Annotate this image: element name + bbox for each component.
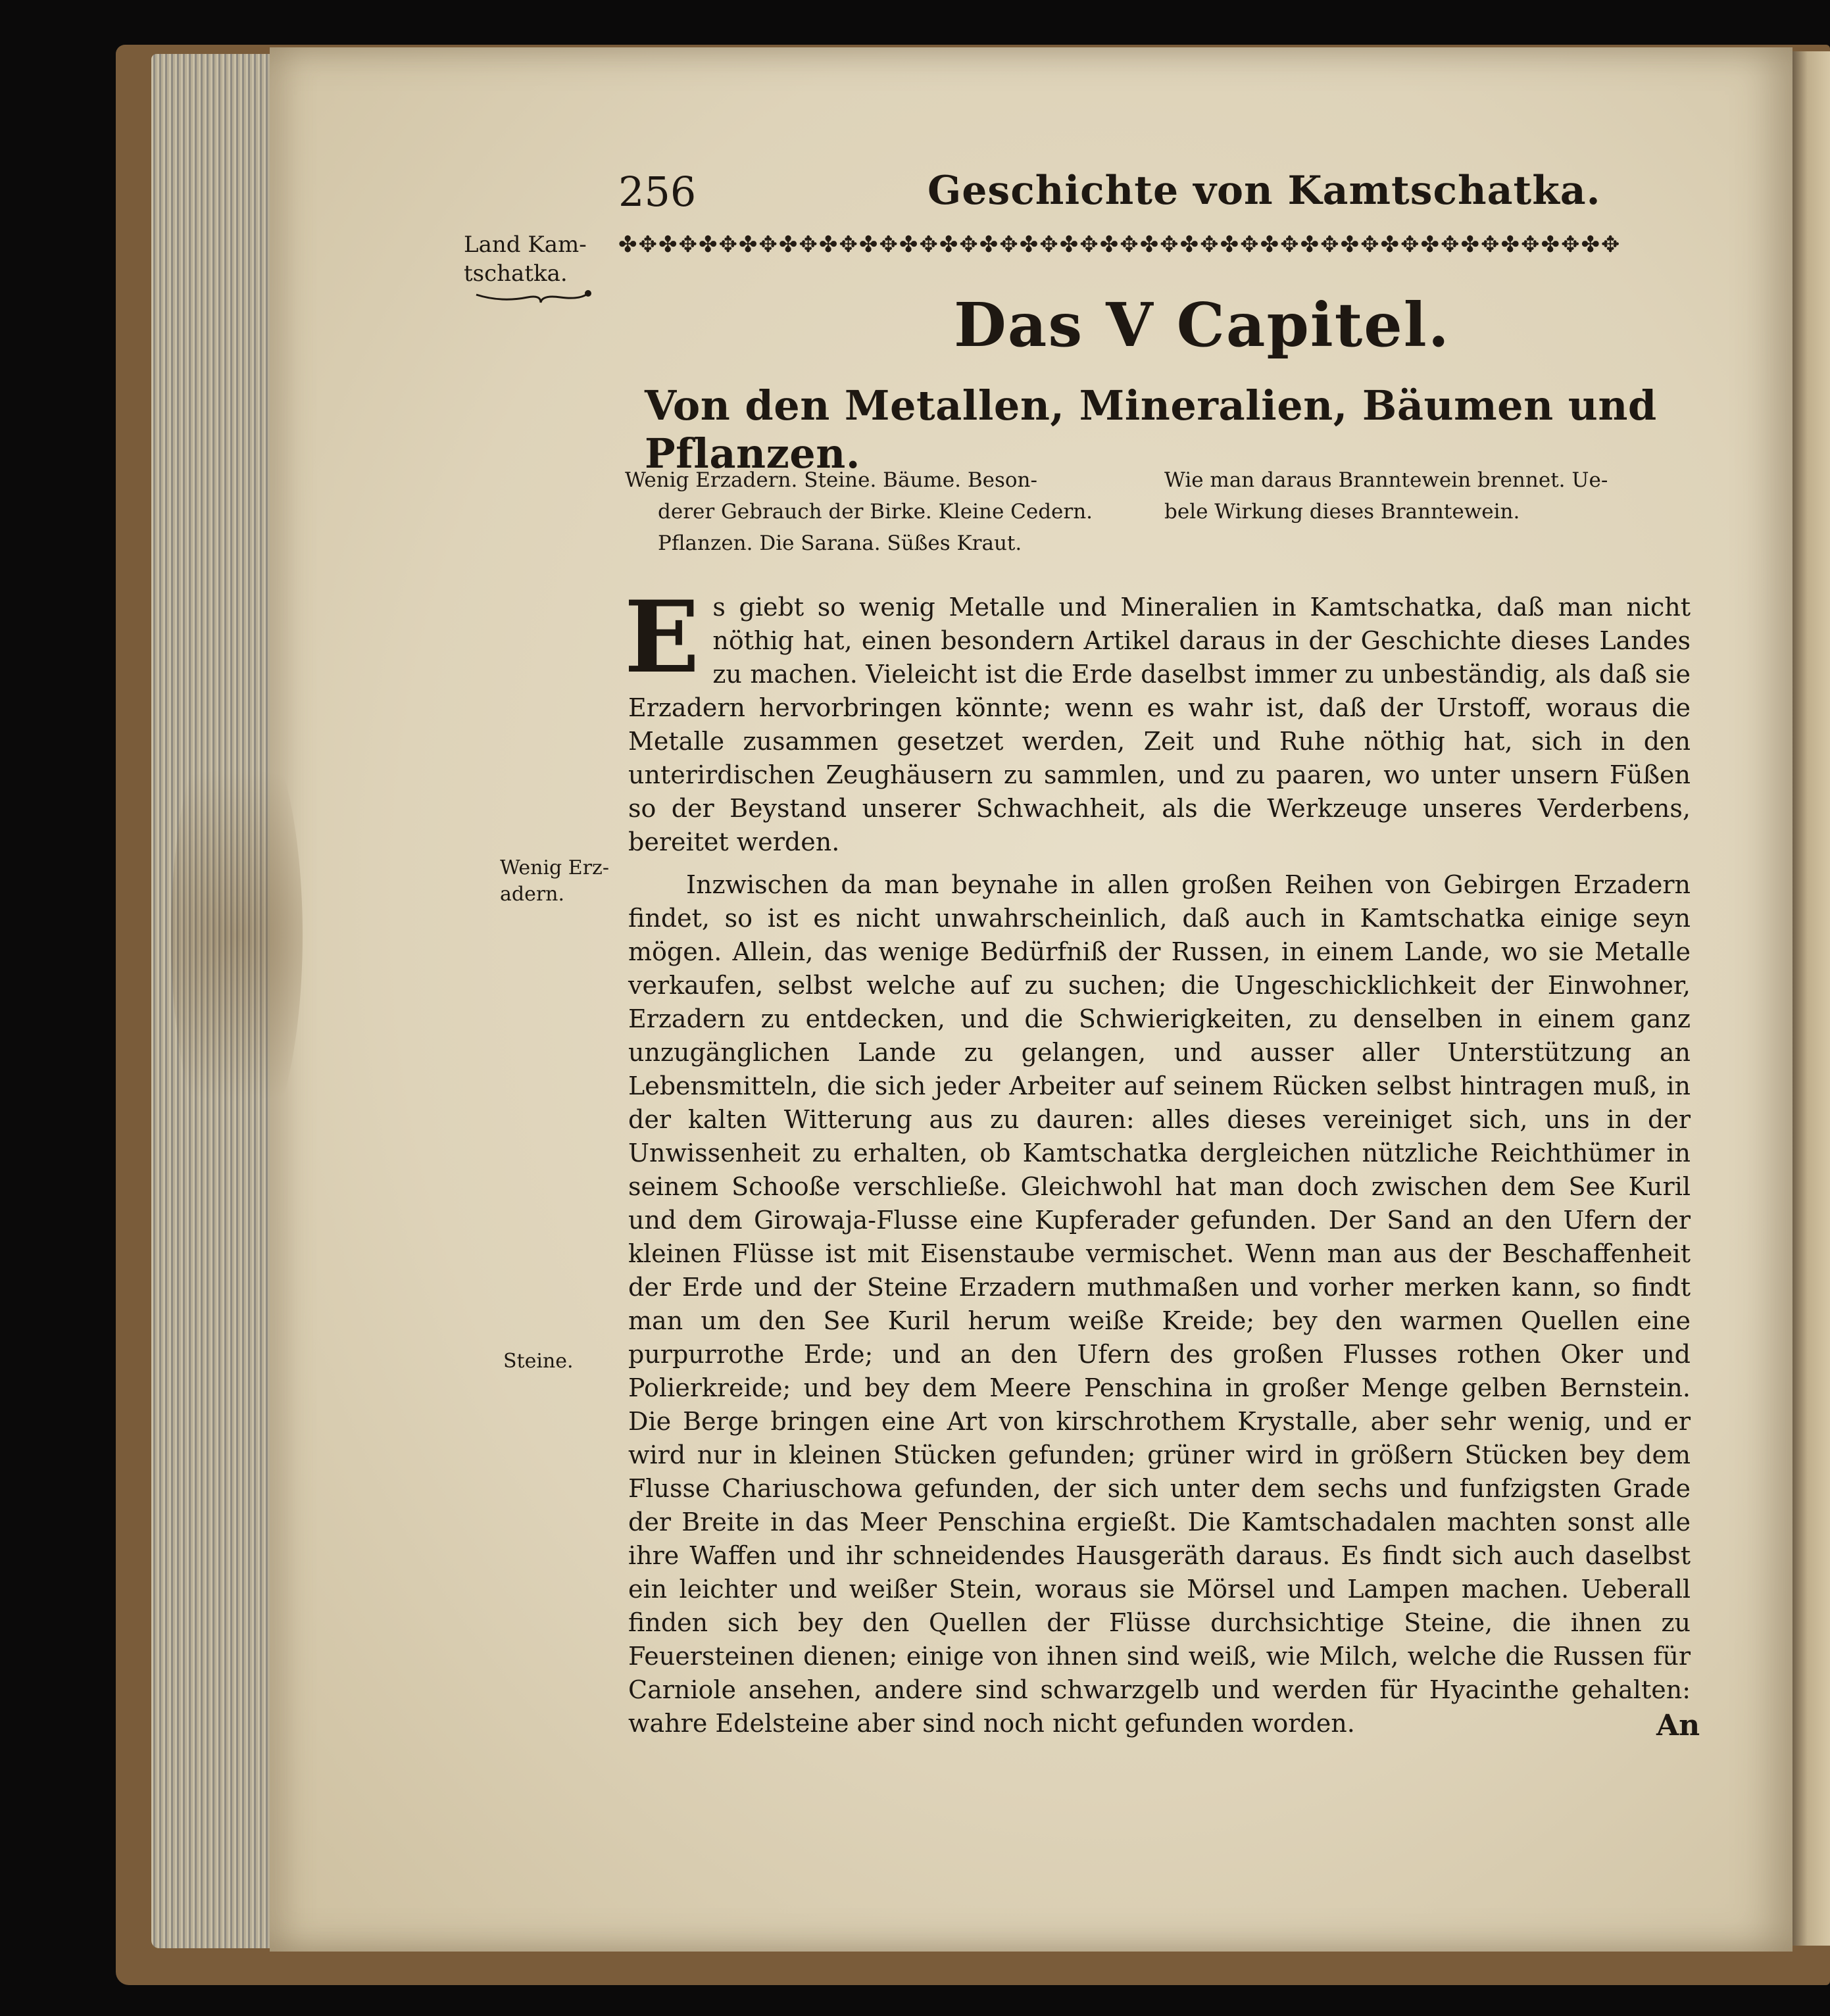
paragraph-2-text: Inzwischen da man beynahe in allen großen Reihen von Gebirgen Erzadern findet, so ist es nicht unwahrscheinlich, daß auch in Kamtschatka einige seyn mögen. Allein, das wenige Bedürfniß der Russen, in einem Lande, wo sie Metalle verkaufen, selbst welche auf zu suchen; die Ungeschicklichkeit der Einwohner, Erzadern zu entdecken, und die Schwierigkeiten, zu denselben in einem ganz unzugänglichen Lande zu gelangen, und ausser aller Unterstützung an Lebensmitteln, die sich jeder Arbeiter auf seinem Rücken selbst hintragen muß, in der kalten Witterung aus zu dauren: alles dieses vereiniget sich, uns in der Unwissenheit zu erhalten, ob Kamtschatka dergleichen nützliche Reichthümer in seinem Schooße verschließe. Gleichwohl hat man doch zwischen dem See Kuril und dem Girowaja-Flusse eine Kupferader gefunden. Der Sand an den Ufern der kleinen Flüsse ist mit Eisenstaube vermischet. Wenn man aus der Beschaffenheit der Erde und der Steine Erzadern muthmaßen und vorher merken kann, so findt man um den See Kuril herum weiße Kreide; bey den warmen Quellen eine purpurrothe Erde; und an den Ufern des großen Flusses rothen Oker und Polierkreide; und bey dem Meere Penschina in großer Menge gelben Bernstein. [628,870,1691,1402]
summary-line: Wenig Erzadern. Steine. Bäume. Beson- [625,468,1037,492]
catchword-flourish-icon [475,289,593,304]
summary-right-column [1164,464,1691,528]
running-title: Geschichte von Kamtschatka. [927,168,1601,214]
summary-line: bele Wirkung dieses Branntewein. [1164,500,1520,524]
catchword-top-line: tschatka. [464,260,568,287]
catchword-top [464,230,587,288]
chapter-summary [625,464,1691,563]
page-number: 256 [618,168,697,216]
catchword-top-line: Land Kam- [464,232,587,258]
paragraph-2-continuation: Die Berge bringen eine Art von kirschrothem Krystalle, aber sehr wenig, und er wird nur in kleinen Stücken gefunden; grüner wird in größern Stücken bey dem Flusse Chariuschowa gefunden, der sich unter dem sechs und funfzigsten Grade der Breite in das Meer Penschina ergießt. Die Kamtschadalen machten sonst alle ihre Waffen und ihr schneidendes Hausgeräth daraus. Es findt sich auch daselbst ein leichter und weißer Stein, woraus sie Mörsel und Lampen machen. Ueberall finden sich bey den Quellen der Flüsse durchsichtige Steine, die ihnen zu Feuersteinen dienen; einige von ihnen sind weiß, wie Milch, welche die Russen für Carniole ansehen, andere sind schwarzgelb und werden für Hyacinthe gehalten: wahre Edelsteine aber sind noch nicht gefunden worden. [628,1407,1691,1738]
chapter-title: Das V Capitel. [954,289,1450,360]
paragraph-1 [624,579,1691,859]
summary-left-column [625,464,1171,559]
margin-note-erzadern [500,855,631,908]
page-header [618,168,1684,220]
ornament-rule: ✤✥✤✥✤✥✤✥✤✥✤✥✤✥✤✥✤✥✤✥✤✥✤✥✤✥✤✥✤✥✤✥✤✥✤✥✤✥✤✥✤✥✤✥✤✥✤✥✤✥ [618,232,1621,258]
paragraph-1-text: s giebt so wenig Metalle und Mineralien in Kamtschatka, daß man nicht nöthig hat, einen besondern Artikel daraus in der Geschichte dieses Landes zu machen. Vieleicht ist die Erde daselbst immer zu unbeständig, als daß sie Erzadern hervorbringen könnte; wenn es wahr ist, daß der Urstoff, woraus die Metalle zusammen gesetzet werden, Zeit und Ruhe nöthig hat, sich in den unterirdischen Zeughäusern zu sammlen, und zu paaren, wo unter unsern Füßen so der Beystand unserer Schwachheit, als die Werkzeuge unseres Verderbens, bereitet werden. [628,593,1691,856]
margin-note-line: adern. [500,883,565,906]
summary-line: Wie man daraus Branntewein brennet. Ue- [1164,468,1608,492]
chapter-subtitle: Von den Metallen, Mineralien, Bäumen und Pflanzen. [645,381,1657,478]
summary-line: Pflanzen. Die Sarana. Süßes Kraut. [658,531,1022,555]
drop-cap: E [624,579,700,695]
body-text [624,579,1691,1740]
margin-note-line: Wenig Erz- [500,856,609,879]
catchword-bottom: An [1656,1709,1700,1742]
margin-note-steine: Steine. [503,1350,574,1373]
summary-line: derer Gebrauch der Birke. Kleine Cedern. [658,500,1093,524]
next-page-edge [1793,51,1830,1946]
paragraph-2 [628,868,1691,1740]
page-stain [171,705,303,1166]
